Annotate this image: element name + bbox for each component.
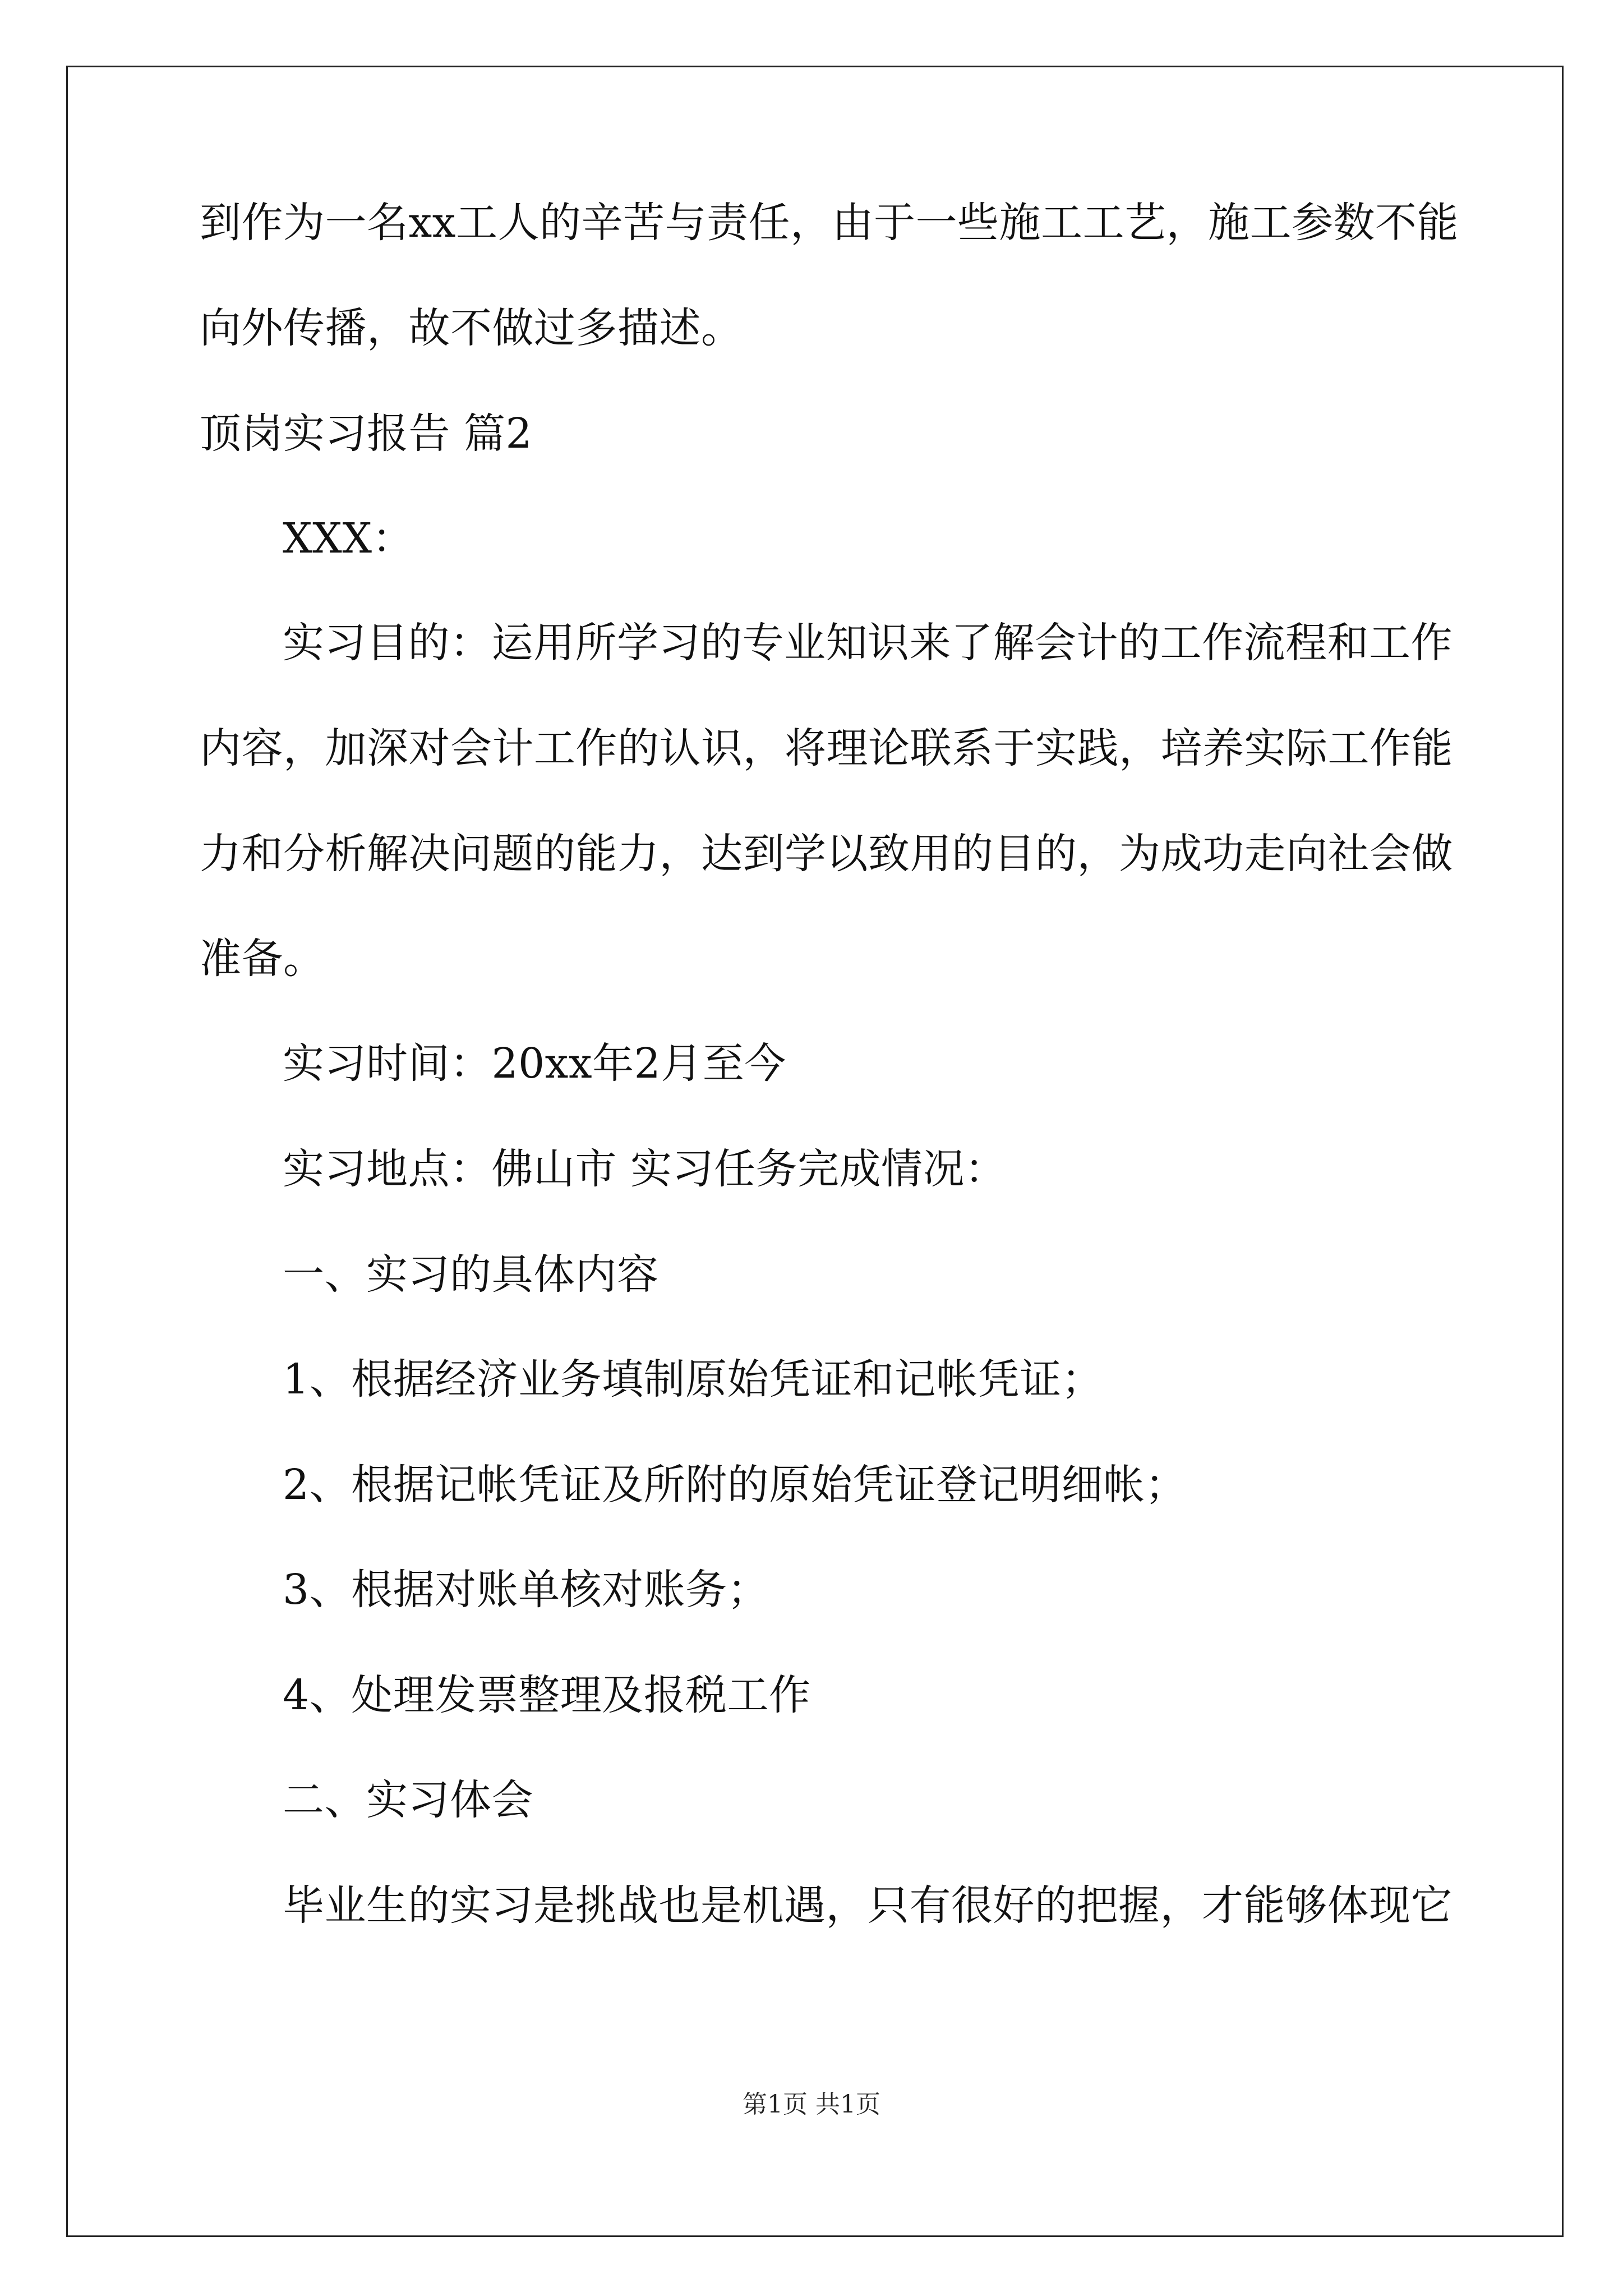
paragraph-line: 向外传播，故不做过多描述。 (200, 304, 743, 352)
list-item: 3、根据对账单核对账务； (283, 1566, 769, 1614)
list-item: 2、根据记帐凭证及所附的原始凭证登记明细帐； (283, 1461, 1187, 1509)
paragraph-line: 实习目的：运用所学习的专业知识来了解会计的工作流程和工作 (283, 619, 1453, 667)
list-item: 1、根据经济业务填制原始凭证和记帐凭证； (283, 1355, 1104, 1404)
page-footer: 第1页 共1页 (743, 2090, 880, 2119)
section-heading: 顶岗实习报告 篇2 (200, 409, 533, 458)
list-heading: 二、实习体会 (283, 1776, 533, 1824)
paragraph-line: 实习地点：佛山市 实习任务完成情况： (283, 1145, 1007, 1193)
paragraph-line: 内容，加深对会计工作的认识，将理论联系于实践，培养实际工作能 (200, 724, 1453, 772)
paragraph-line: 毕业生的实习是挑战也是机遇，只有很好的把握，才能够体现它 (283, 1881, 1453, 1930)
list-item: 4、处理发票整理及报税工作 (283, 1671, 811, 1719)
paragraph-line: 力和分析解决问题的能力，达到学以致用的目的，为成功走向社会做 (200, 830, 1453, 878)
document-body (200, 199, 1459, 1930)
list-heading: 一、实习的具体内容 (283, 1250, 659, 1299)
salutation: XXX： (283, 514, 414, 563)
paragraph-line: 到作为一名xx工人的辛苦与责任，由于一些施工工艺，施工参数不能 (200, 199, 1459, 247)
paragraph-line: 准备。 (200, 935, 325, 983)
paragraph-line: 实习时间：20xx年2月至今 (283, 1039, 786, 1088)
